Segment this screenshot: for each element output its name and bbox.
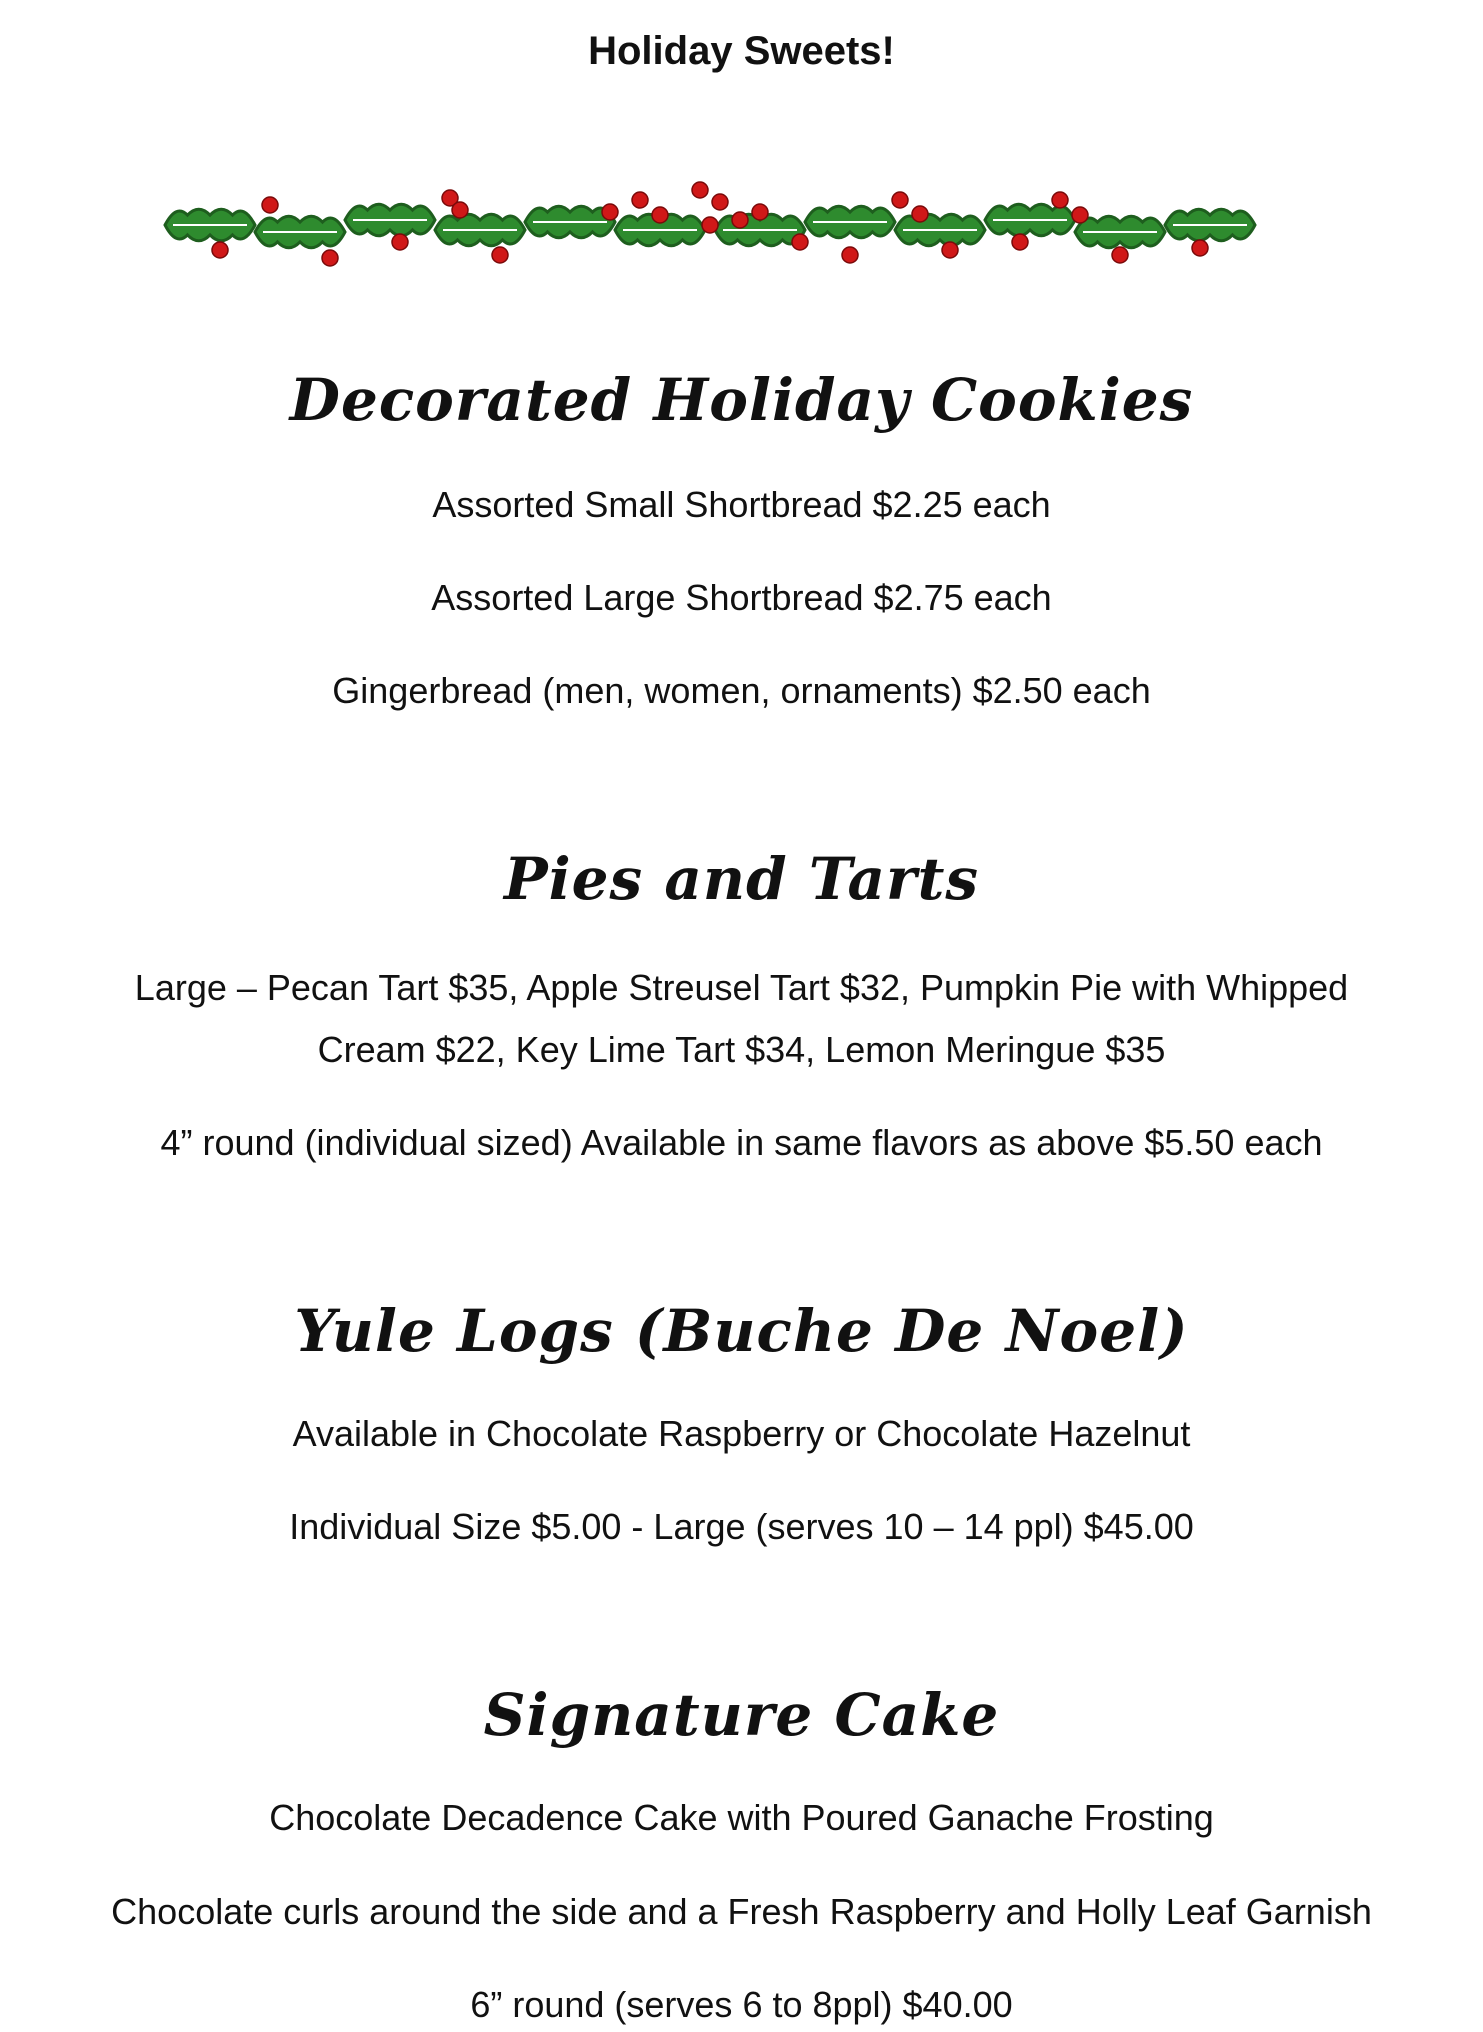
cookies-line-2: Assorted Large Shortbread $2.75 each — [431, 577, 1052, 618]
section-heading-signature-cake: Signature Cake — [483, 1681, 1000, 1749]
holly-berry — [1012, 234, 1028, 250]
holly-berry — [842, 247, 858, 263]
holly-berry — [1112, 247, 1128, 263]
holly-berry — [712, 194, 728, 210]
pies-line-3: 4” round (individual sized) Available in same flavors as above $5.50 each — [160, 1122, 1323, 1163]
holly-berry — [692, 182, 708, 198]
holly-berry — [492, 247, 508, 263]
holly-berry — [942, 242, 958, 258]
cake-line-2: Chocolate curls around the side and a Fresh Raspberry and Holly Leaf Garnish — [111, 1891, 1372, 1932]
holly-berry — [732, 212, 748, 228]
holly-berry — [652, 207, 668, 223]
holly-garland-image — [160, 170, 1260, 280]
holly-berry — [1192, 240, 1208, 256]
pies-line-2: Cream $22, Key Lime Tart $34, Lemon Meringue $35 — [317, 1029, 1166, 1070]
section-heading-cookies: Decorated Holiday Cookies — [289, 366, 1194, 434]
section-heading-yule-logs: Yule Logs (Buche De Noel) — [294, 1297, 1189, 1365]
cake-line-3: 6” round (serves 6 to 8ppl) $40.00 — [470, 1984, 1013, 2025]
holly-berry — [322, 250, 338, 266]
cookies-line-1: Assorted Small Shortbread $2.25 each — [432, 484, 1051, 525]
holly-berry — [632, 192, 648, 208]
holly-berry — [452, 202, 468, 218]
holly-berry — [602, 204, 618, 220]
page-title: Holiday Sweets! — [588, 29, 895, 73]
yule-line-2: Individual Size $5.00 - Large (serves 10 – 14 ppl) $45.00 — [289, 1506, 1194, 1547]
holly-berry — [1072, 207, 1088, 223]
holly-berry — [392, 234, 408, 250]
cookies-line-3: Gingerbread (men, women, ornaments) $2.50 each — [332, 670, 1151, 711]
holly-berry — [752, 204, 768, 220]
holly-berry — [1052, 192, 1068, 208]
yule-line-1: Available in Chocolate Raspberry or Chocolate Hazelnut — [292, 1413, 1191, 1454]
section-heading-pies: Pies and Tarts — [503, 845, 980, 913]
pies-line-1: Large – Pecan Tart $35, Apple Streusel Tart $32, Pumpkin Pie with Whipped — [134, 967, 1349, 1008]
holly-berry — [912, 206, 928, 222]
cake-line-1: Chocolate Decadence Cake with Poured Ganache Frosting — [269, 1797, 1214, 1838]
holly-berry — [262, 197, 278, 213]
holly-berry — [892, 192, 908, 208]
holly-berry — [212, 242, 228, 258]
holly-berry — [792, 234, 808, 250]
holly-berry — [702, 217, 718, 233]
